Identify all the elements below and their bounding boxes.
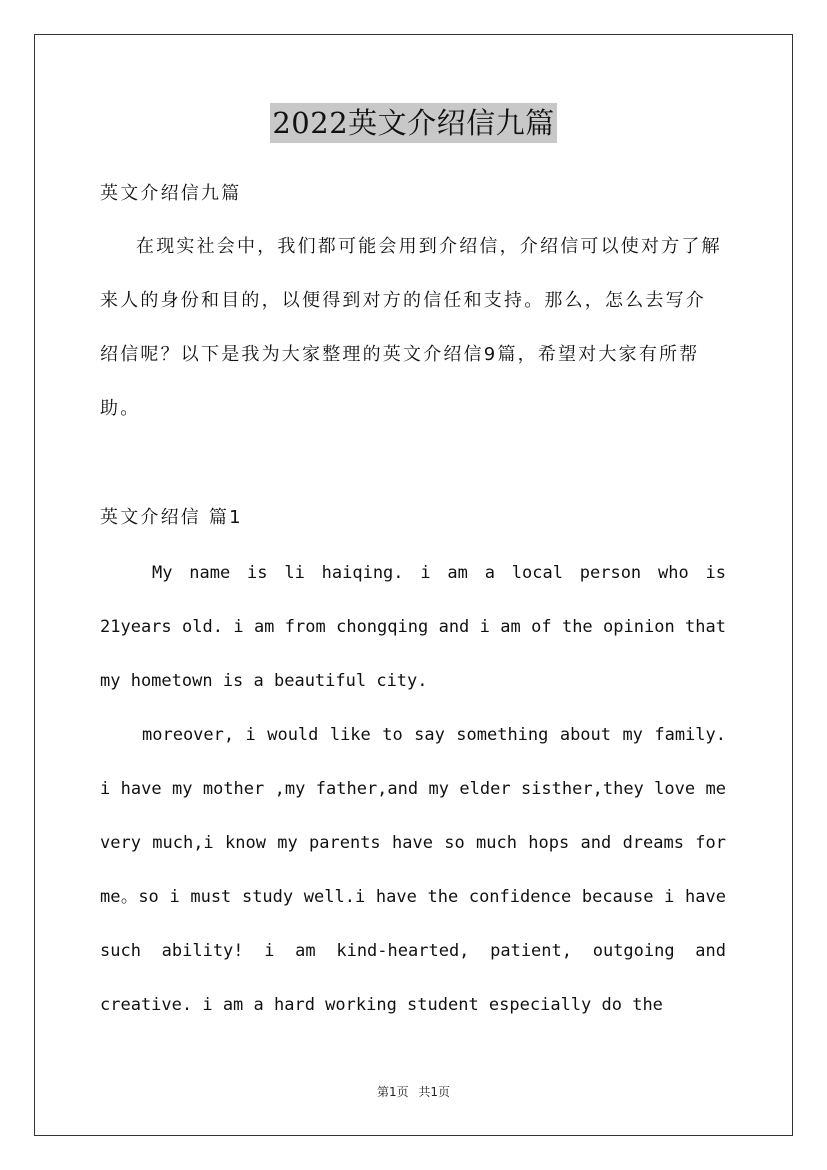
letter-paragraph-1: My name is li haiqing. i am a local person who is 21years old. i am from chongqing and i am of the opinion that my hometown is a beautiful city. <box>100 563 726 691</box>
document-title: 2022英文介绍信九篇 <box>270 103 556 143</box>
page-total: 共1页 <box>418 1085 451 1099</box>
letter-block-2 <box>100 708 726 1032</box>
subtitle: 英文介绍信九篇 <box>100 183 242 204</box>
intro-block <box>100 220 726 436</box>
page-footer <box>0 1083 827 1100</box>
document-body <box>100 175 726 213</box>
letter-paragraph-2: moreover, i would like to say something about my family. i have my mother ,my father,and my elder sisther,they love me very much,i know my parents have so much hops and dreams for me。so i must study well.i have the confidence because i have such ability! i am kind-hearted, patient, outgoing and creative. i am a hard working student especially do the <box>100 725 726 1015</box>
intro-paragraph: 在现实社会中，我们都可能会用到介绍信，介绍信可以使对方了解来人的身份和目的，以便得到对方的信任和支持。那么，怎么去写介绍信呢？以下是我为大家整理的英文介绍信9篇，希望对大家有所帮助。 <box>100 236 722 419</box>
page-number: 第1页 <box>376 1085 409 1099</box>
letter-block-1 <box>100 546 726 708</box>
title-container <box>0 103 827 143</box>
section-block <box>100 491 726 545</box>
section-heading: 英文介绍信 篇1 <box>100 507 243 528</box>
